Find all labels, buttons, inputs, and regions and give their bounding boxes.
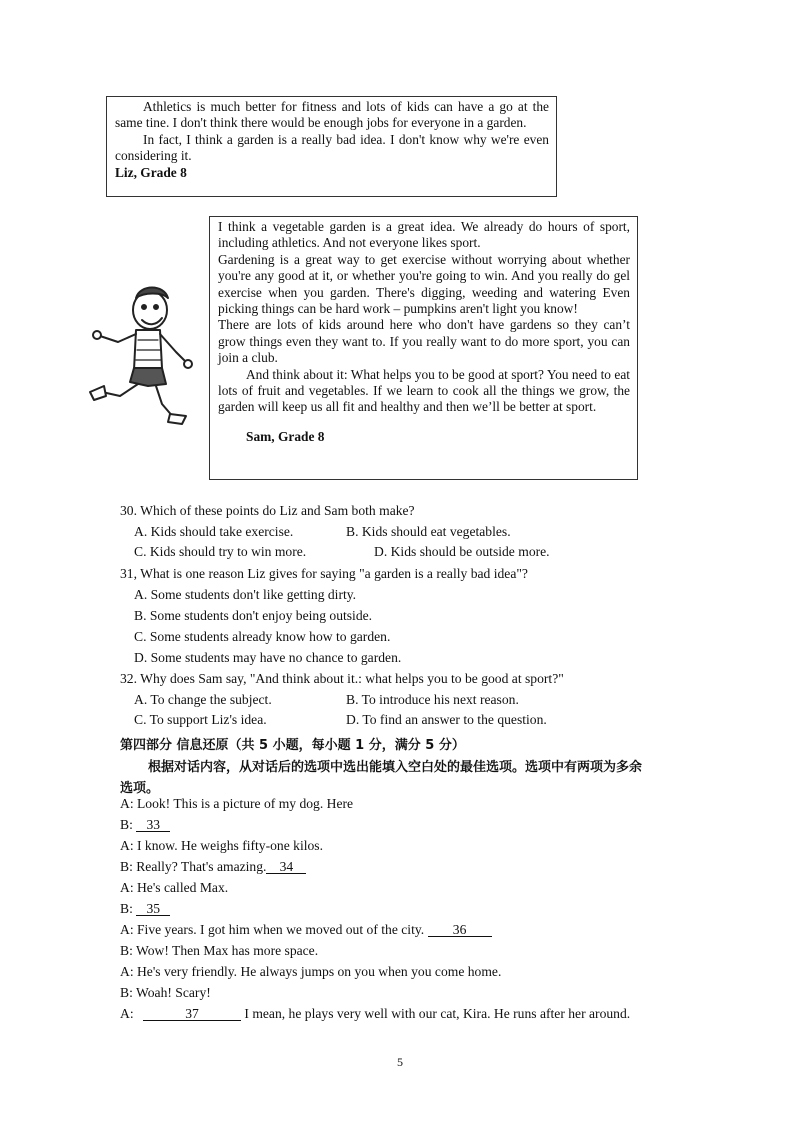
- blank-33[interactable]: 33: [136, 818, 170, 832]
- dialogue-line-8: B: Wow! Then Max has more space.: [120, 943, 319, 958]
- sam-signature: Sam, Grade 8: [246, 428, 325, 444]
- speaker-b: B:: [120, 817, 137, 832]
- q32-option-c: C. To support Liz's idea.: [134, 712, 267, 727]
- q30-option-c: C. Kids should try to win more.: [134, 544, 307, 559]
- liz-paragraph-2: In fact, I think a garden is a really bad idea. I don't know why we're even considering it.: [115, 131, 549, 164]
- q32-option-a: A. To change the subject.: [134, 692, 272, 707]
- sam-paragraph-3: There are lots of kids around here who don't have gardens so they can’t grow things even they want to. If you really want to do more sport, you can join a club.: [218, 317, 630, 366]
- section-4-instruction-2: 选项。: [120, 781, 160, 796]
- running-boy-illustration: [78, 280, 200, 430]
- speaker-b: B:: [120, 901, 137, 916]
- dialogue-line-7: [120, 922, 492, 938]
- sam-paragraph-4: And think about it: What helps you to be good at sport? You need to eat lots of fruit and vegetables. If we learn to cook all the things we grow, the garden will keep us all fit and healthy and then we’ll be better at sport.: [218, 366, 630, 415]
- sam-paragraph-1: I think a vegetable garden is a great idea. We already do hours of sport, including athletics. And not everyone likes sport.: [218, 219, 630, 251]
- q30-option-b: B. Kids should eat vegetables.: [346, 524, 511, 539]
- dialogue-line-4-text: B: Really? That's amazing.: [120, 859, 267, 874]
- q31-option-a: A. Some students don't like getting dirty.: [134, 587, 357, 602]
- liz-paragraph-1: Athletics is much better for fitness and lots of kids can have a go at the same tine. I don't think there would be enough jobs for everyone in a garden.: [115, 99, 549, 131]
- blank-36[interactable]: 36: [428, 923, 492, 937]
- page-number: 5: [397, 1055, 403, 1069]
- dialogue-line-2: [120, 817, 170, 833]
- q31-option-c: C. Some students already know how to garden.: [134, 629, 391, 644]
- speaker-a: A:: [120, 1006, 137, 1021]
- question-32-stem: 32. Why does Sam say, "And think about it.: what helps you to be good at sport?": [120, 671, 564, 686]
- section-4-heading: 第四部分 信息还原（共 5 小题，每小题 1 分，满分 5 分）: [120, 738, 465, 753]
- dialogue-line-11-text: I mean, he plays very well with our cat, Kira. He runs after her around.: [241, 1006, 631, 1021]
- sam-paragraph-2: Gardening is a great way to get exercise without worrying about whether you're any good at it, or whether you're going to win. And you really do gel exercise when you garden. There's digging, weeding and watering Even picking things can be hard work – pumpkins aren't light you know!: [218, 251, 630, 317]
- q30-option-d: D. Kids should be outside more.: [374, 544, 550, 559]
- sam-letter-box: [209, 216, 638, 480]
- dialogue-line-10: B: Woah! Scary!: [120, 985, 211, 1000]
- question-30-stem: 30. Which of these points do Liz and Sam both make?: [120, 503, 415, 518]
- q30-option-a: A. Kids should take exercise.: [134, 524, 294, 539]
- section-4-instruction-1: 根据对话内容，从对话后的选项中选出能填入空白处的最佳选项。选项中有两项为多余: [148, 760, 643, 775]
- q31-option-d: D. Some students may have no chance to garden.: [134, 650, 402, 665]
- dialogue-line-11: [120, 1006, 630, 1022]
- blank-37[interactable]: 37: [143, 1007, 241, 1021]
- dialogue-line-5: A: He's called Max.: [120, 880, 229, 895]
- liz-letter-box: [106, 96, 557, 197]
- blank-35[interactable]: 35: [136, 902, 170, 916]
- dialogue-line-6: [120, 901, 170, 917]
- question-31-stem: 31, What is one reason Liz gives for saying "a garden is a really bad idea"?: [120, 566, 528, 581]
- dialogue-line-3: A: I know. He weighs fifty-one kilos.: [120, 838, 323, 853]
- dialogue-line-1: A: Look! This is a picture of my dog. Here: [120, 796, 354, 811]
- dialogue-line-9: A: He's very friendly. He always jumps on you when you come home.: [120, 964, 502, 979]
- dialogue-line-7-text: A: Five years. I got him when we moved out of the city.: [120, 922, 428, 937]
- blank-34[interactable]: 34: [266, 860, 306, 874]
- q31-option-b: B. Some students don't enjoy being outside.: [134, 608, 373, 623]
- q32-option-b: B. To introduce his next reason.: [346, 692, 519, 707]
- liz-signature: Liz, Grade 8: [115, 164, 187, 180]
- dialogue-line-4: [120, 859, 306, 875]
- q32-option-d: D. To find an answer to the question.: [346, 712, 547, 727]
